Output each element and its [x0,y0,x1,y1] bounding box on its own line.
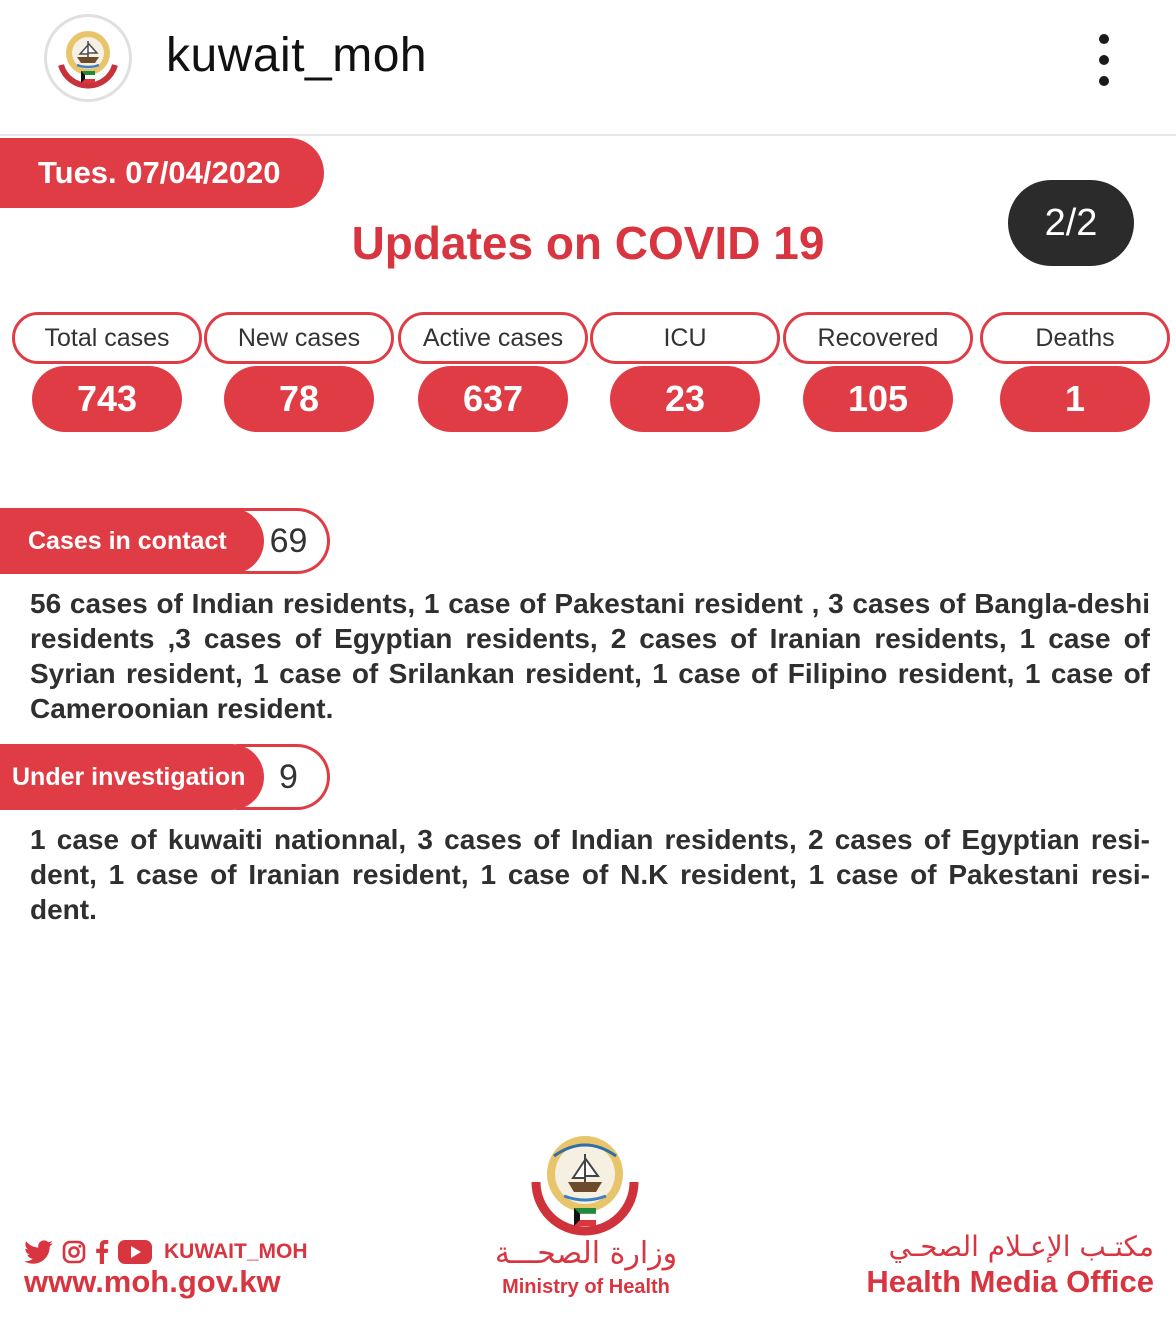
stat-label: Total cases [12,312,202,364]
stat-value: 23 [610,366,760,432]
post-image[interactable] [0,136,1176,1338]
post-header [0,0,1176,136]
ministry-name-english: Ministry of Health [502,1276,670,1298]
cases-in-contact-details: 56 cases of Indian residents, 1 case of Pakestani resident , 3 cases of Bangla-deshi residents ,3 cases of Egyptian residents, 2 cases of Iranian residents, 1 case of Syrian resident, 1 case of Srilankan resident, 1 case of Filipino resident, 1 case of Cameroonian resident. [30,588,1150,724]
stat-label: New cases [204,312,394,364]
cases-in-contact-count: 69 [220,508,330,574]
stat-new-cases [204,312,394,436]
page-indicator-badge: 2/2 [1008,180,1134,266]
stat-value: 105 [803,366,953,432]
under-investigation-count: 9 [236,744,330,810]
instagram-icon [62,1240,86,1264]
more-vertical-icon [1099,34,1109,44]
stat-total-cases [12,312,202,436]
social-handle: KUWAIT_MOH [164,1240,308,1263]
kuwait-emblem-icon [47,17,129,99]
under-investigation-tag [0,744,330,810]
stat-value: 743 [32,366,182,432]
social-links [24,1240,308,1264]
post-title: Updates on COVID 19 [351,217,825,269]
stat-value: 78 [224,366,374,432]
cases-in-contact-label: Cases in contact [0,508,264,574]
under-investigation-details: 1 case of kuwaiti nationnal, 3 cases of Indian residents, 2 cases of Egyptian resi-dent, 1 case of Iranian resident, 1 case of N.K resident, 1 case of Pakestani resi-dent. [30,824,1150,925]
office-name-english: Health Media Office [866,1264,1154,1299]
stat-active-cases [398,312,588,436]
under-investigation-label: Under investigation [0,744,264,810]
stat-value: 637 [418,366,568,432]
stat-label: Recovered [783,312,973,364]
stat-label: ICU [590,312,780,364]
ministry-emblem [524,1120,646,1242]
more-options-button[interactable] [1080,30,1128,90]
twitter-icon [24,1240,54,1264]
stat-label: Active cases [398,312,588,364]
youtube-icon [118,1240,152,1264]
more-dot [1099,55,1109,65]
account-username[interactable]: kuwait_moh [166,29,428,82]
ministry-emblem-icon [524,1120,646,1242]
stat-label: Deaths [980,312,1170,364]
more-dot [1099,76,1109,86]
stat-icu [590,312,780,436]
profile-avatar[interactable] [44,14,132,102]
ministry-name-arabic: وزارة الصحـــة [494,1236,678,1271]
stat-value: 1 [1000,366,1150,432]
date-tab: Tues. 07/04/2020 [0,138,324,208]
stat-deaths [980,312,1170,436]
facebook-icon [94,1240,110,1264]
stat-recovered [783,312,973,436]
website-link: www.moh.gov.kw [24,1264,281,1299]
cases-in-contact-tag [0,508,330,574]
office-name-arabic: مكتـب الإعـلام الصحـي [888,1230,1154,1263]
